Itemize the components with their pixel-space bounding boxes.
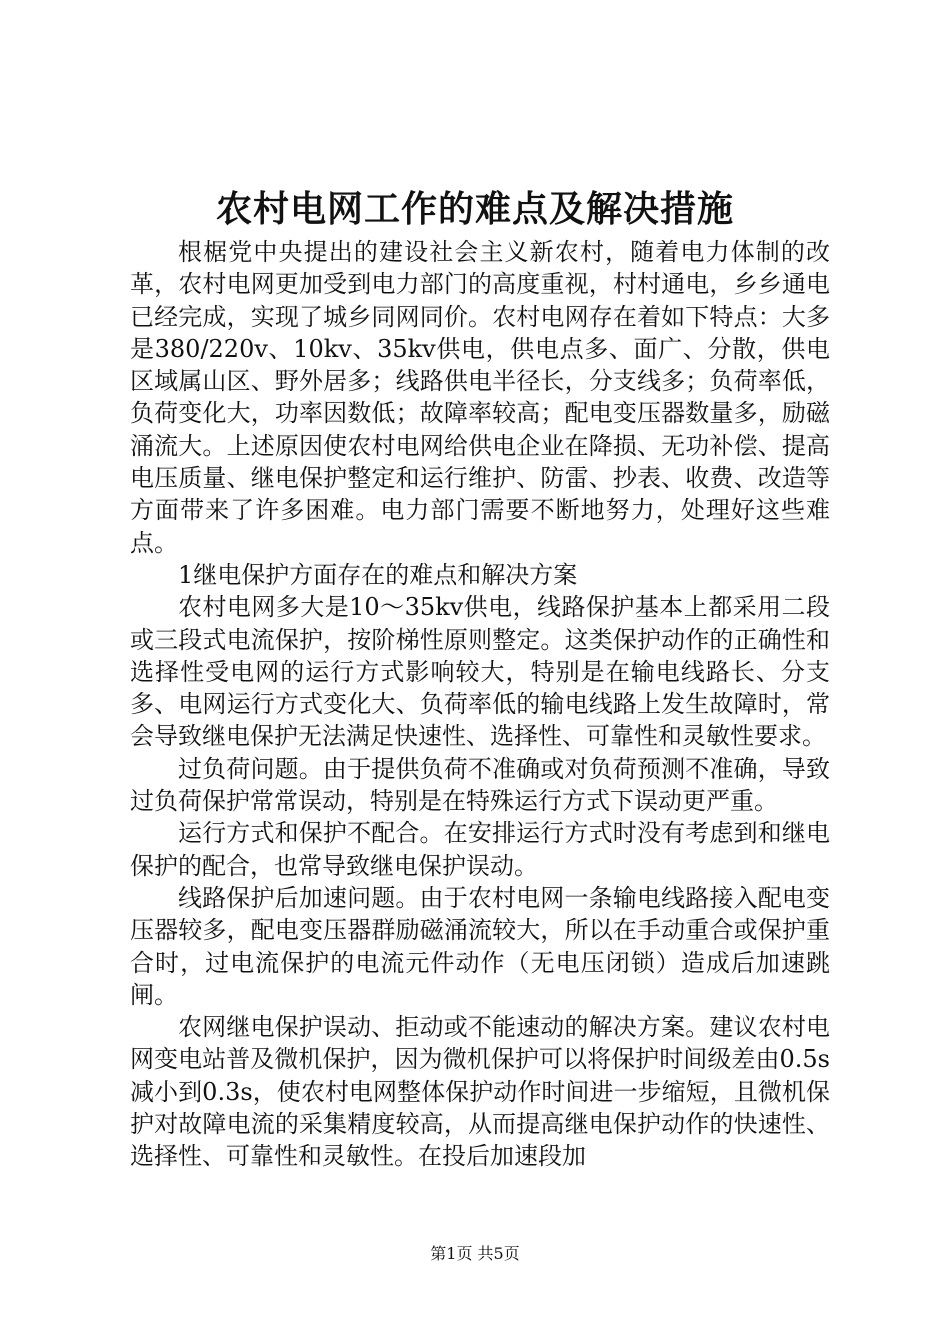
paragraph-operation-mode: 运行方式和保护不配合。在安排运行方式时没有考虑到和继电保护的配合，也常导致继电保护误动。 <box>130 819 830 880</box>
paragraph-solution: 农网继电保护误动、拒动或不能速动的解决方案。建议农村电网变电站普及微机保护，因为微机保护可以将保护时间级差由0.5s减小到0.3s，使农村电网整体保护动作时间进一步缩短，且微机保护对故障电流的采集精度较高，从而提高继电保护动作的快速性、选择性、可靠性和灵敏性。在投后加速段加 <box>130 1013 830 1171</box>
paragraph-overload: 过负荷问题。由于提供负荷不准确或对负荷预测不准确，导致过负荷保护常常误动，特别是在特殊运行方式下误动更严重。 <box>130 754 830 816</box>
section-heading-relay-protection: 1继电保护方面存在的难点和解决方案 <box>178 560 578 589</box>
paragraph-intro: 根椐党中央提出的建设社会主义新农村，随着电力体制的改革，农村电网更加受到电力部门的高度重视，村村通电，乡乡通电已经完成，实现了城乡同网同价。农村电网存在着如下特点：大多是380/220v、10kv、35kv供电，供电点多、面广、分散，供电区域属山区、野外居多；线路供电半径长，分支线多；负荷率低，负荷变化大，功率因数低；故障率较高；配电变压器数量多，励磁涌流大。上述原因使农村电网给供电企业在降损、无功补偿、提高电压质量、继电保护整定和运行维护、防雷、抄表、收费、改造等方面带来了许多困难。电力部门需要不断地努力，处理好这些难点。 <box>130 238 830 557</box>
document-title: 农村电网工作的难点及解决措施 <box>215 188 734 230</box>
document-body <box>130 236 830 1173</box>
paragraph-acceleration: 线路保护后加速问题。由于农村电网一条输电线路接入配电变压器较多，配电变压器群励磁涌流较大，所以在手动重合或保护重合时，过电流保护的电流元件动作（无电压闭锁）造成后加速跳闸。 <box>130 883 830 1009</box>
paragraph-relay-overview: 农村电网多大是10～35kv供电，线路保护基本上都采用二段或三段式电流保护，按阶梯性原则整定。这类保护动作的正确性和选择性受电网的运行方式影响较大，特别是在输电线路长、分支多、电网运行方式变化大、负荷率低的输电线路上发生故障时，常会导致继电保护无法满足快速性、选择性、可靠性和灵敏性要求。 <box>130 593 830 751</box>
page-number-footer: 第1页 共5页 <box>430 1244 520 1263</box>
